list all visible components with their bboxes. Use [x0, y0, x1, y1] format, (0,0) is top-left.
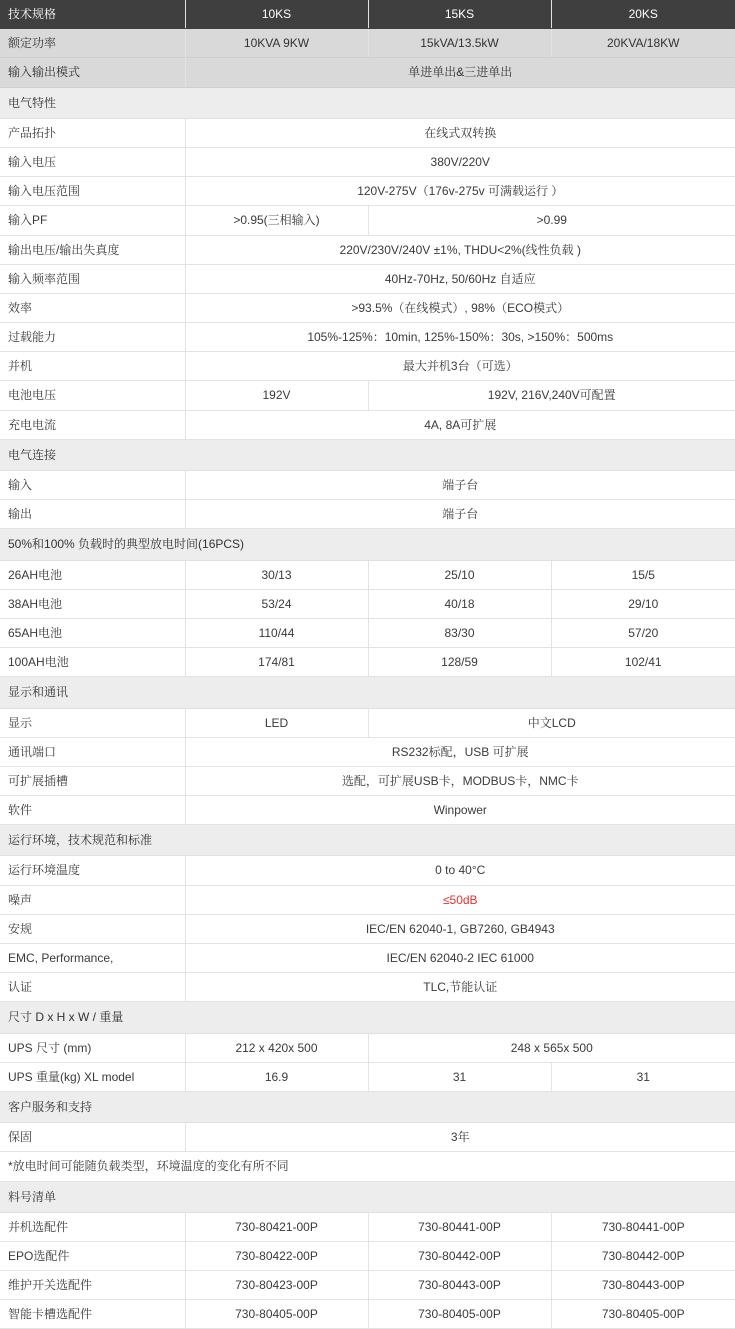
row-value: 在线式双转换 — [185, 118, 735, 147]
row-label: EMC, Performance, — [0, 944, 185, 973]
table-row — [0, 471, 735, 500]
row-value: >93.5%（在线模式）, 98%（ECO模式） — [185, 293, 735, 322]
row-label: 额定功率 — [0, 29, 185, 58]
table-row — [0, 589, 735, 618]
row-label: 运行环境温度 — [0, 856, 185, 885]
table-row — [0, 177, 735, 206]
row-label: 输入电压 — [0, 147, 185, 176]
row-value-1: 730-80442-00P — [368, 1241, 551, 1270]
row-value: 单进单出&三进单出 — [185, 58, 735, 87]
row-label: 保固 — [0, 1123, 185, 1152]
row-value-2: 31 — [551, 1062, 735, 1091]
table-row — [0, 885, 735, 914]
row-value-0: 16.9 — [185, 1062, 368, 1091]
footnote-row — [0, 1152, 735, 1181]
table-row — [0, 1300, 735, 1329]
header-label: 技术规格 — [0, 0, 185, 29]
footnote-text: *放电时间可能随负载类型，环境温度的变化有所不同 — [0, 1152, 735, 1181]
section-title: 电气特性 — [0, 87, 735, 118]
section-header-row — [0, 1181, 735, 1212]
row-value: RS232标配，USB 可扩展 — [185, 737, 735, 766]
row-value-2: 29/10 — [551, 589, 735, 618]
row-label: 智能卡槽选配件 — [0, 1300, 185, 1329]
row-label: 维护开关选配件 — [0, 1271, 185, 1300]
row-value-2: 730-80442-00P — [551, 1241, 735, 1270]
header-model-0: 10KS — [185, 0, 368, 29]
section-header-row — [0, 1091, 735, 1122]
row-value-1: 15kVA/13.5kW — [368, 29, 551, 58]
noise-value: ≤50dB — [442, 892, 478, 907]
row-label: 26AH电池 — [0, 560, 185, 589]
table-row — [0, 352, 735, 381]
row-value: IEC/EN 62040-2 IEC 61000 — [185, 944, 735, 973]
row-label: 输入频率范围 — [0, 264, 185, 293]
row-label: 输出电压/输出失真度 — [0, 235, 185, 264]
row-value-1: 128/59 — [368, 648, 551, 677]
section-header-row — [0, 677, 735, 708]
row-value-0: 192V — [185, 381, 368, 410]
table-row — [0, 381, 735, 410]
row-label: 输入输出模式 — [0, 58, 185, 87]
row-value-0: 730-80421-00P — [185, 1212, 368, 1241]
row-value-2: 730-80405-00P — [551, 1300, 735, 1329]
row-value-2: 730-80443-00P — [551, 1271, 735, 1300]
table-row — [0, 147, 735, 176]
row-value-2: 57/20 — [551, 618, 735, 647]
row-value-1: 83/30 — [368, 618, 551, 647]
row-value-0: 10KVA 9KW — [185, 29, 368, 58]
row-label: 输入 — [0, 471, 185, 500]
row-value-1: 248 x 565x 500 — [368, 1033, 735, 1062]
table-row — [0, 58, 735, 87]
row-label: UPS 尺寸 (mm) — [0, 1033, 185, 1062]
row-label: 100AH电池 — [0, 648, 185, 677]
row-value: 端子台 — [185, 500, 735, 529]
row-value-2: 730-80441-00P — [551, 1212, 735, 1241]
table-row — [0, 973, 735, 1002]
row-value-0: 174/81 — [185, 648, 368, 677]
table-row — [0, 944, 735, 973]
table-row — [0, 708, 735, 737]
row-label: 过载能力 — [0, 323, 185, 352]
row-value-0: 730-80405-00P — [185, 1300, 368, 1329]
table-header-row — [0, 0, 735, 29]
table-row — [0, 560, 735, 589]
row-value: 220V/230V/240V ±1%, THDU<2%(线性负载 ) — [185, 235, 735, 264]
row-value-0: 212 x 420x 500 — [185, 1033, 368, 1062]
table-row — [0, 410, 735, 439]
section-header-row — [0, 87, 735, 118]
row-label: 显示 — [0, 708, 185, 737]
table-row — [0, 500, 735, 529]
row-value-1: 730-80443-00P — [368, 1271, 551, 1300]
row-value: 0 to 40°C — [185, 856, 735, 885]
row-value-0: 730-80423-00P — [185, 1271, 368, 1300]
row-value-1: >0.99 — [368, 206, 735, 235]
row-value-0: LED — [185, 708, 368, 737]
section-title: 显示和通讯 — [0, 677, 735, 708]
row-value: 105%-125%：10min, 125%-150%：30s, >150%：500ms — [185, 323, 735, 352]
row-value: 最大并机3台（可选） — [185, 352, 735, 381]
row-value: Winpower — [185, 796, 735, 825]
header-model-1: 15KS — [368, 0, 551, 29]
row-value: 40Hz-70Hz, 50/60Hz 自适应 — [185, 264, 735, 293]
row-label: EPO选配件 — [0, 1241, 185, 1270]
row-value-1: 25/10 — [368, 560, 551, 589]
table-row — [0, 293, 735, 322]
row-label: 65AH电池 — [0, 618, 185, 647]
section-title: 客户服务和支持 — [0, 1091, 735, 1122]
row-label: 电池电压 — [0, 381, 185, 410]
row-value: 4A, 8A可扩展 — [185, 410, 735, 439]
section-header-row — [0, 529, 735, 560]
row-value: 3年 — [185, 1123, 735, 1152]
row-value: TLC,节能认证 — [185, 973, 735, 1002]
row-label: 输入电压范围 — [0, 177, 185, 206]
row-label: 安规 — [0, 914, 185, 943]
row-value-1: 192V, 216V,240V可配置 — [368, 381, 735, 410]
table-row — [0, 1062, 735, 1091]
header-model-2: 20KS — [551, 0, 735, 29]
row-value-2: 102/41 — [551, 648, 735, 677]
section-title: 运行环境，技术规范和标准 — [0, 825, 735, 856]
row-value-1: 730-80405-00P — [368, 1300, 551, 1329]
row-value — [185, 885, 735, 914]
row-value: 120V-275V（176v-275v 可满载运行 ） — [185, 177, 735, 206]
row-label: 充电电流 — [0, 410, 185, 439]
table-row — [0, 1033, 735, 1062]
row-label: 输入PF — [0, 206, 185, 235]
row-label: 认证 — [0, 973, 185, 1002]
row-value: 选配，可扩展USB卡，MODBUS卡，NMC卡 — [185, 766, 735, 795]
section-header-row — [0, 1002, 735, 1033]
row-value-2: 15/5 — [551, 560, 735, 589]
table-row — [0, 29, 735, 58]
row-value-0: >0.95(三相输入) — [185, 206, 368, 235]
table-row — [0, 648, 735, 677]
table-row — [0, 618, 735, 647]
table-row — [0, 118, 735, 147]
row-label: 通讯端口 — [0, 737, 185, 766]
row-value: 端子台 — [185, 471, 735, 500]
row-label: 并机选配件 — [0, 1212, 185, 1241]
table-row — [0, 1212, 735, 1241]
row-value: 380V/220V — [185, 147, 735, 176]
row-value: IEC/EN 62040-1, GB7260, GB4943 — [185, 914, 735, 943]
table-row — [0, 796, 735, 825]
table-row — [0, 206, 735, 235]
row-label: 输出 — [0, 500, 185, 529]
row-label: 可扩展插槽 — [0, 766, 185, 795]
row-value-1: 40/18 — [368, 589, 551, 618]
table-row — [0, 1123, 735, 1152]
table-row — [0, 856, 735, 885]
row-label: UPS 重量(kg) XL model — [0, 1062, 185, 1091]
row-label: 软件 — [0, 796, 185, 825]
row-label: 效率 — [0, 293, 185, 322]
row-value-0: 730-80422-00P — [185, 1241, 368, 1270]
table-row — [0, 914, 735, 943]
section-header-row — [0, 439, 735, 470]
row-label: 产品拓扑 — [0, 118, 185, 147]
table-row — [0, 1241, 735, 1270]
row-value-2: 20KVA/18KW — [551, 29, 735, 58]
row-value-0: 53/24 — [185, 589, 368, 618]
section-title: 电气连接 — [0, 439, 735, 470]
section-title: 尺寸 D x H x W / 重量 — [0, 1002, 735, 1033]
row-value-0: 110/44 — [185, 618, 368, 647]
row-value-1: 31 — [368, 1062, 551, 1091]
section-title: 50%和100% 负载时的典型放电时间(16PCS) — [0, 529, 735, 560]
row-value-1: 730-80441-00P — [368, 1212, 551, 1241]
row-value-0: 30/13 — [185, 560, 368, 589]
table-row — [0, 737, 735, 766]
row-label: 噪声 — [0, 885, 185, 914]
table-row — [0, 1271, 735, 1300]
table-row — [0, 264, 735, 293]
section-header-row — [0, 825, 735, 856]
row-value-1: 中文LCD — [368, 708, 735, 737]
table-row — [0, 235, 735, 264]
section-title: 料号清单 — [0, 1181, 735, 1212]
table-row — [0, 323, 735, 352]
row-label: 并机 — [0, 352, 185, 381]
table-row — [0, 766, 735, 795]
row-label: 38AH电池 — [0, 589, 185, 618]
